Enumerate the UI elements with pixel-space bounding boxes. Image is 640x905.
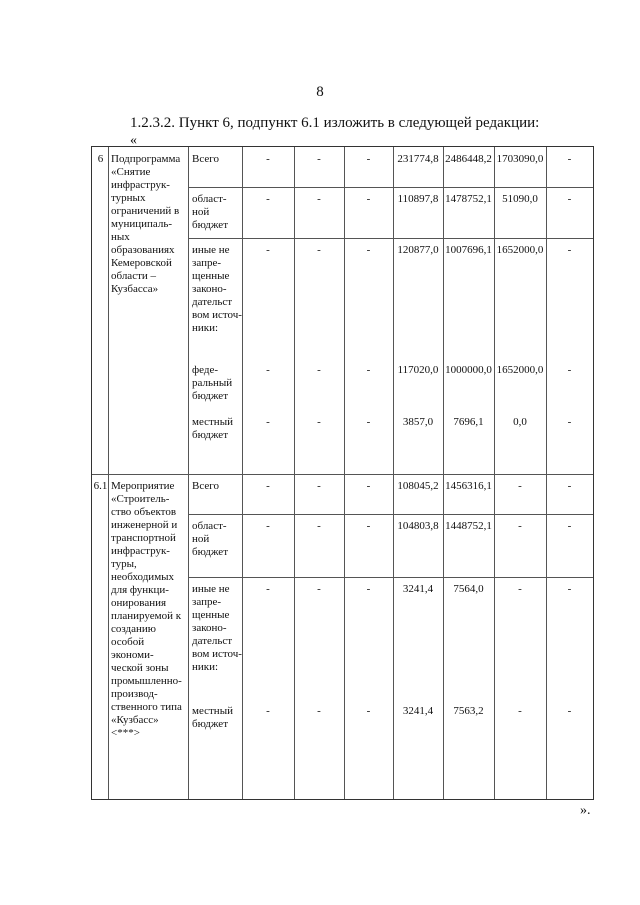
amount-cell: - <box>366 153 371 165</box>
row-number: 6 <box>97 153 104 165</box>
amount-cell: - <box>266 244 270 256</box>
amount-cell: 110897,8 <box>397 193 439 205</box>
amount-cell: - <box>567 416 572 428</box>
amount-cell: 3241,4 <box>402 705 434 717</box>
amount-cell: 2486448,2 <box>445 153 492 165</box>
amount-cell: - <box>317 416 321 428</box>
amount-cell: - <box>317 520 321 532</box>
amount-cell: - <box>567 480 572 492</box>
program-funding-table <box>91 146 594 800</box>
amount-cell: 104803,8 <box>397 520 439 532</box>
program-name: Подпрограмма «Снятие инфраструк- турных ограничений в муниципаль- ных образованиях Кемеровской области – Кузбасса» <box>111 153 181 295</box>
amount-cell: 1456316,1 <box>445 480 492 492</box>
amount-cell: 7563,2 <box>453 705 484 717</box>
amount-cell: 51090,0 <box>502 193 538 205</box>
amount-cell: 1448752,1 <box>445 520 492 532</box>
amount-cell: - <box>567 705 572 717</box>
funding-source: област- ной бюджет <box>192 520 228 558</box>
amount-cell: 1478752,1 <box>445 193 492 205</box>
amount-cell: - <box>317 244 321 256</box>
amount-cell: - <box>518 520 522 532</box>
amount-cell: - <box>317 705 321 717</box>
amount-cell: 1652000,0 <box>496 364 544 376</box>
amount-cell: - <box>317 153 321 165</box>
amount-cell: - <box>518 583 522 595</box>
amount-cell: 7564,0 <box>453 583 484 595</box>
funding-source: област- ной бюджет <box>192 193 228 231</box>
amount-cell: - <box>567 583 572 595</box>
amount-cell: - <box>366 705 371 717</box>
amount-cell: - <box>317 364 321 376</box>
amount-cell: - <box>266 416 270 428</box>
page-number: 8 <box>316 84 324 100</box>
amount-cell: - <box>366 244 371 256</box>
amount-cell: - <box>266 705 270 717</box>
amount-cell: - <box>266 480 270 492</box>
amount-cell: - <box>366 416 371 428</box>
amount-cell: - <box>266 520 270 532</box>
amount-cell: 0,0 <box>513 416 527 428</box>
amount-cell: - <box>317 583 321 595</box>
amount-cell: - <box>366 520 371 532</box>
amount-cell: - <box>366 193 371 205</box>
closing-quote: ». <box>580 803 591 818</box>
amount-cell: 3857,0 <box>402 416 434 428</box>
row-number: 6.1 <box>93 480 108 492</box>
funding-source: Всего <box>192 480 219 492</box>
amount-cell: 1007696,1 <box>445 244 492 256</box>
amount-cell: - <box>317 193 321 205</box>
amount-cell: 117020,0 <box>397 364 439 376</box>
amount-cell: - <box>567 364 572 376</box>
amount-cell: 3241,4 <box>402 583 434 595</box>
amount-cell: 120877,0 <box>397 244 439 256</box>
opening-quote: « <box>130 133 137 148</box>
amount-cell: 1703090,0 <box>496 153 544 165</box>
funding-source: местный бюджет <box>192 705 233 730</box>
funding-source: феде- ральный бюджет <box>192 364 233 402</box>
amount-cell: - <box>266 193 270 205</box>
funding-source: иные не запре- щенные законо- дательст вом источ- ники: <box>192 244 242 334</box>
amount-cell: - <box>518 705 522 717</box>
amendment-heading: 1.2.3.2. Пункт 6, подпункт 6.1 изложить в следующей редакции: <box>130 115 540 131</box>
amount-cell: - <box>266 364 270 376</box>
program-name: Мероприятие «Строитель- ство объектов инженерной и транспортной инфраструк- туры, необходимых для функци- онирования планируемой к созданию особой экономи- ческой зоны промышленно- производ- ственного типа «Кузбасс» <***> <box>111 480 182 739</box>
amount-cell: 1652000,0 <box>496 244 544 256</box>
amount-cell: - <box>266 153 270 165</box>
funding-source: местный бюджет <box>192 416 233 441</box>
funding-source: иные не запре- щенные законо- дательст вом источ- ники: <box>192 583 242 673</box>
amount-cell: 108045,2 <box>397 480 439 492</box>
funding-source: Всего <box>192 153 219 165</box>
amount-cell: - <box>366 364 371 376</box>
amount-cell: - <box>266 583 270 595</box>
amount-cell: - <box>317 480 321 492</box>
amount-cell: - <box>366 583 371 595</box>
amount-cell: 1000000,0 <box>445 364 492 376</box>
amount-cell: - <box>567 153 572 165</box>
amount-cell: - <box>567 520 572 532</box>
amount-cell: 231774,8 <box>397 153 439 165</box>
amount-cell: 7696,1 <box>453 416 484 428</box>
amount-cell: - <box>518 480 522 492</box>
amount-cell: - <box>567 244 572 256</box>
amount-cell: - <box>567 193 572 205</box>
amount-cell: - <box>366 480 371 492</box>
